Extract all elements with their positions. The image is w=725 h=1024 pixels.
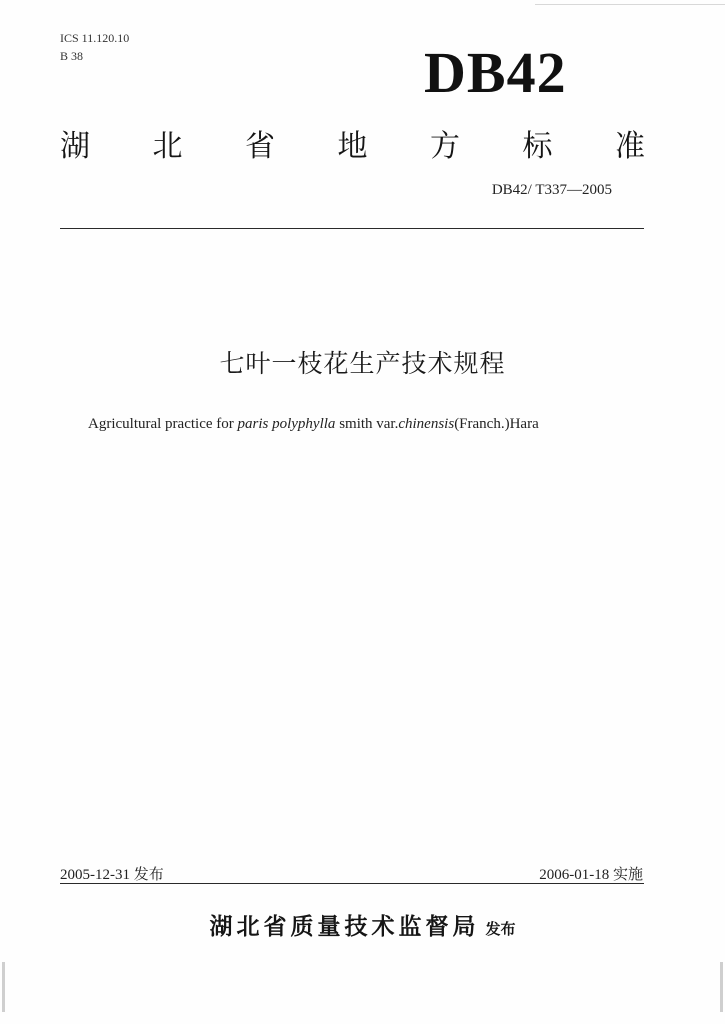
ics-code: ICS 11.120.10 (60, 31, 130, 45)
scan-edge-mark (535, 4, 725, 5)
subtitle-text: Agricultural practice for (88, 416, 238, 432)
implementation-date: 2006-01-18 实施 (539, 867, 643, 883)
issuer-suffix: 发布 (485, 920, 516, 938)
standard-type-char: 北 (152, 129, 183, 164)
subtitle-text: smith var. (335, 416, 399, 432)
standard-type-title (60, 122, 645, 172)
document-english-title (88, 416, 539, 433)
standard-type-char: 准 (615, 129, 645, 164)
document-title: 七叶一枝花生产技术规程 (219, 349, 506, 378)
class-code: B 38 (60, 49, 84, 63)
scan-edge-mark (2, 962, 5, 1012)
issuing-authority (0, 908, 725, 941)
issue-date: 2005-12-31 发布 (60, 867, 164, 883)
standard-logo: DB42 (424, 40, 567, 105)
standard-type-char: 湖 (60, 129, 90, 164)
header-divider (60, 228, 644, 229)
standard-type-char: 地 (337, 129, 368, 164)
subtitle-species: paris polyphylla (237, 416, 336, 432)
standard-type-char: 标 (522, 129, 553, 164)
subtitle-variety: chinensis (398, 416, 455, 432)
footer-divider (60, 883, 644, 884)
scan-edge-mark (720, 962, 723, 1012)
subtitle-text: (Franch.)Hara (454, 416, 539, 432)
standard-type-char: 省 (245, 129, 275, 164)
issuer-name: 湖北省质量技术监督局 (209, 914, 480, 940)
classification-codes (60, 29, 129, 65)
standard-number: DB42/ T337—2005 (491, 182, 612, 198)
standard-type-char: 方 (430, 129, 460, 164)
